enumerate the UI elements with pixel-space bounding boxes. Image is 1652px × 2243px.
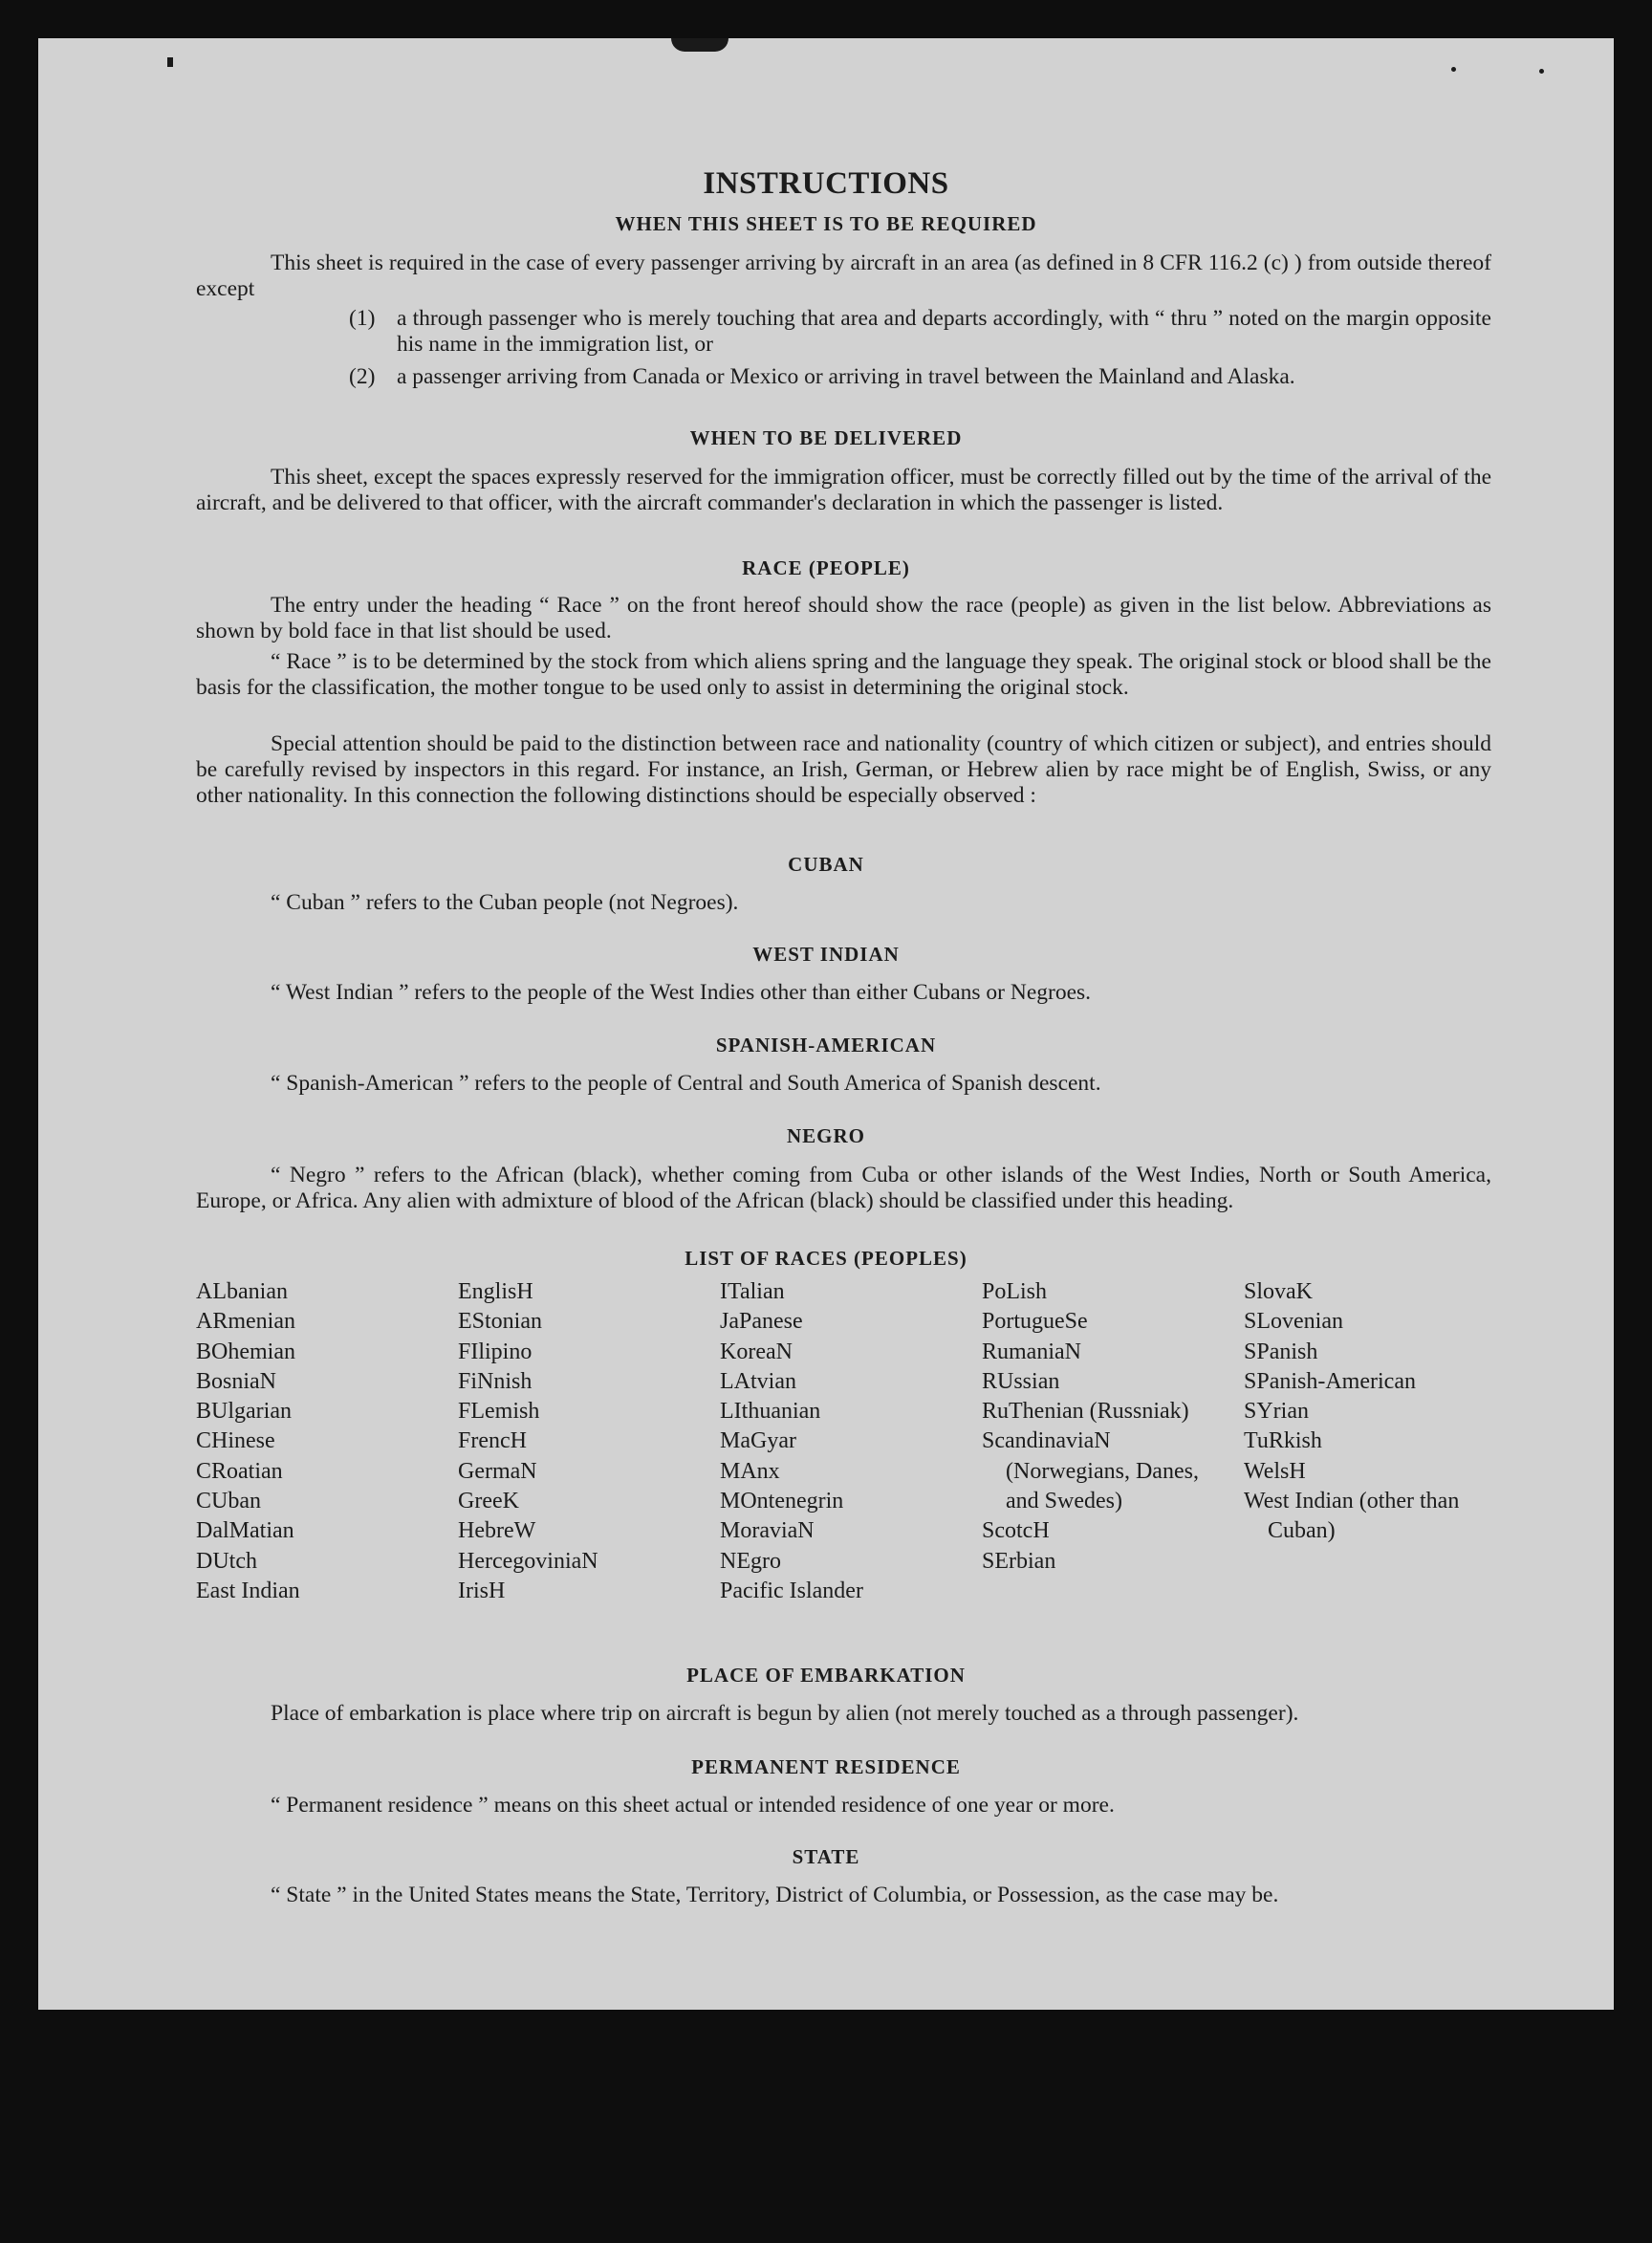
race-entry: CHinese [196,1428,275,1454]
race-entry: MoraviaN [720,1518,815,1544]
heading-state: STATE [792,1845,860,1868]
document-page [38,38,1614,2010]
race-entry: MOntenegrin [720,1489,844,1514]
races-column [1244,1277,1473,1547]
race-entry: SlovaK [1244,1279,1313,1304]
race-entry: East Indian [196,1578,300,1603]
heading-when-required: WHEN THIS SHEET IS TO BE REQUIRED [615,212,1037,235]
paragraph-embarkation: Place of embarkation is place where trip on aircraft is begun by alien (not merely touched as a through passenger). [271,1701,1299,1726]
race-entry: NEgro [720,1548,781,1574]
races-list [196,1277,1506,1602]
race-entry: SLovenian [1244,1309,1343,1335]
paragraph-west-indian: “ West Indian ” refers to the people of the West Indies other than either Cubans or Negroes. [271,980,1092,1005]
race-entry: ALbanian [196,1279,288,1304]
race-entry: SPanish [1244,1339,1318,1364]
race-entry: GermaN [458,1458,537,1484]
race-entry: HercegoviniaN [458,1548,598,1574]
race-entry: JaPanese [720,1309,803,1335]
paragraph-race-1: The entry under the heading “ Race ” on the front hereof should show the race (people) as given in the list below. Abbreviations as shown by bold face in that list should be used. [196,593,1491,643]
race-entry: FiNnish [458,1368,533,1394]
race-entry: EStonian [458,1309,542,1335]
scan-speck [167,57,173,67]
race-entry: BUlgarian [196,1399,292,1425]
paragraph-state: “ State ” in the United States means the State, Territory, District of Columbia, or Possession, as the case may be. [271,1883,1279,1907]
race-entry: LIthuanian [720,1399,821,1425]
race-entry: TuRkish [1244,1428,1322,1454]
race-entry: FrencH [458,1428,527,1454]
exception-item: (1) a through passenger who is merely touching that area and departs accordingly, with “ thru ” noted on the margin opposite his name in the immigration list, or [349,306,1491,357]
race-entry: IrisH [458,1578,506,1603]
paragraph-when-required: This sheet is required in the case of every passenger arriving by aircraft in an area (as defined in 8 CFR 116.2 (c) ) from outside thereof except [196,250,1491,301]
race-entry: Pacific Islander [720,1578,863,1603]
heading-list-of-races: LIST OF RACES (PEOPLES) [685,1247,967,1270]
race-entry: WelsH [1244,1458,1306,1484]
race-entry: PortugueSe [982,1309,1088,1335]
race-entry: West Indian (other than Cuban) [1244,1489,1460,1544]
race-entry: ScotcH [982,1518,1050,1544]
race-entry: SErbian [982,1548,1056,1574]
paragraph-negro: “ Negro ” refers to the African (black), whether coming from Cuba or other islands of the West Indies, North or South America, Europe, or Africa. Any alien with admixture of blood of the African (black) should be classified under this heading. [196,1163,1491,1213]
race-entry: CRoatian [196,1458,283,1484]
race-entry: LAtvian [720,1368,796,1394]
race-entry: FLemish [458,1399,540,1425]
race-entry: MAnx [720,1458,780,1484]
race-entry: GreeK [458,1489,519,1514]
paragraph-race-2: “ Race ” is to be determined by the stock from which aliens spring and the language they speak. The original stock or blood shall be the basis for the classification, the mother tongue to be used only to assist in determining the original stock. [196,649,1491,700]
heading-cuban: CUBAN [788,853,864,876]
race-entry: BosniaN [196,1368,276,1394]
paragraph-spanish-american: “ Spanish-American ” refers to the people of Central and South America of Spanish descent. [271,1071,1101,1096]
race-entry: EnglisH [458,1279,533,1304]
heading-spanish-american: SPANISH-AMERICAN [715,1034,937,1056]
races-column [982,1277,1226,1577]
paragraph-race-3: Special attention should be paid to the distinction between race and nationality (country of which citizen or subject), and entries should be carefully revised by inspectors in this regard. For instance, an Irish, German, or Hebrew alien by race might be of English, Swiss, or any other nationality. In this connection the following distinctions should be especially observed : [196,731,1491,808]
heading-residence: PERMANENT RESIDENCE [691,1755,961,1778]
heading-embarkation: PLACE OF EMBARKATION [686,1664,966,1687]
exception-item: (2) a passenger arriving from Canada or Mexico or arriving in travel between the Mainland and Alaska. [349,364,1295,389]
heading-west-indian: WEST INDIAN [752,943,900,966]
race-entry: RUssian [982,1368,1060,1394]
race-entry: BOhemian [196,1339,295,1364]
page-title: INSTRUCTIONS [703,166,949,201]
race-entry: DalMatian [196,1518,294,1544]
heading-race: RACE (PEOPLE) [742,556,910,579]
scan-speck [1539,69,1544,74]
races-column [720,1277,968,1606]
race-entry: DUtch [196,1548,257,1574]
heading-negro: NEGRO [786,1124,865,1147]
race-entry: KoreaN [720,1339,793,1364]
paragraph-residence: “ Permanent residence ” means on this sheet actual or intended residence of one year or more. [271,1793,1115,1818]
race-entry: MaGyar [720,1428,796,1454]
race-entry: ARmenian [196,1309,295,1335]
paragraph-cuban: “ Cuban ” refers to the Cuban people (not Negroes). [271,890,739,915]
race-entry: RuThenian (Russniak) [982,1399,1189,1425]
race-entry: SPanish-American [1244,1368,1416,1394]
race-entry: PoLish [982,1279,1048,1304]
race-entry: RumaniaN [982,1339,1081,1364]
race-entry: SYrian [1244,1399,1309,1425]
paragraph-when-delivered: This sheet, except the spaces expressly reserved for the immigration officer, must be correctly filled out by the time of the arrival of the aircraft, and be delivered to that officer, with the aircraft commander's declaration in which the passenger is listed. [196,465,1491,515]
race-entry: ITalian [720,1279,785,1304]
race-entry: ScandinaviaN (Norwegians, Danes, and Swedes) [982,1428,1199,1514]
races-column [458,1277,706,1606]
race-entry: CUban [196,1489,261,1514]
races-column [196,1277,445,1606]
race-entry: FIlipino [458,1339,533,1364]
race-entry: HebreW [458,1518,536,1544]
scan-speck [1451,67,1456,72]
heading-when-delivered: WHEN TO BE DELIVERED [689,426,963,449]
scan-speck [671,38,728,52]
